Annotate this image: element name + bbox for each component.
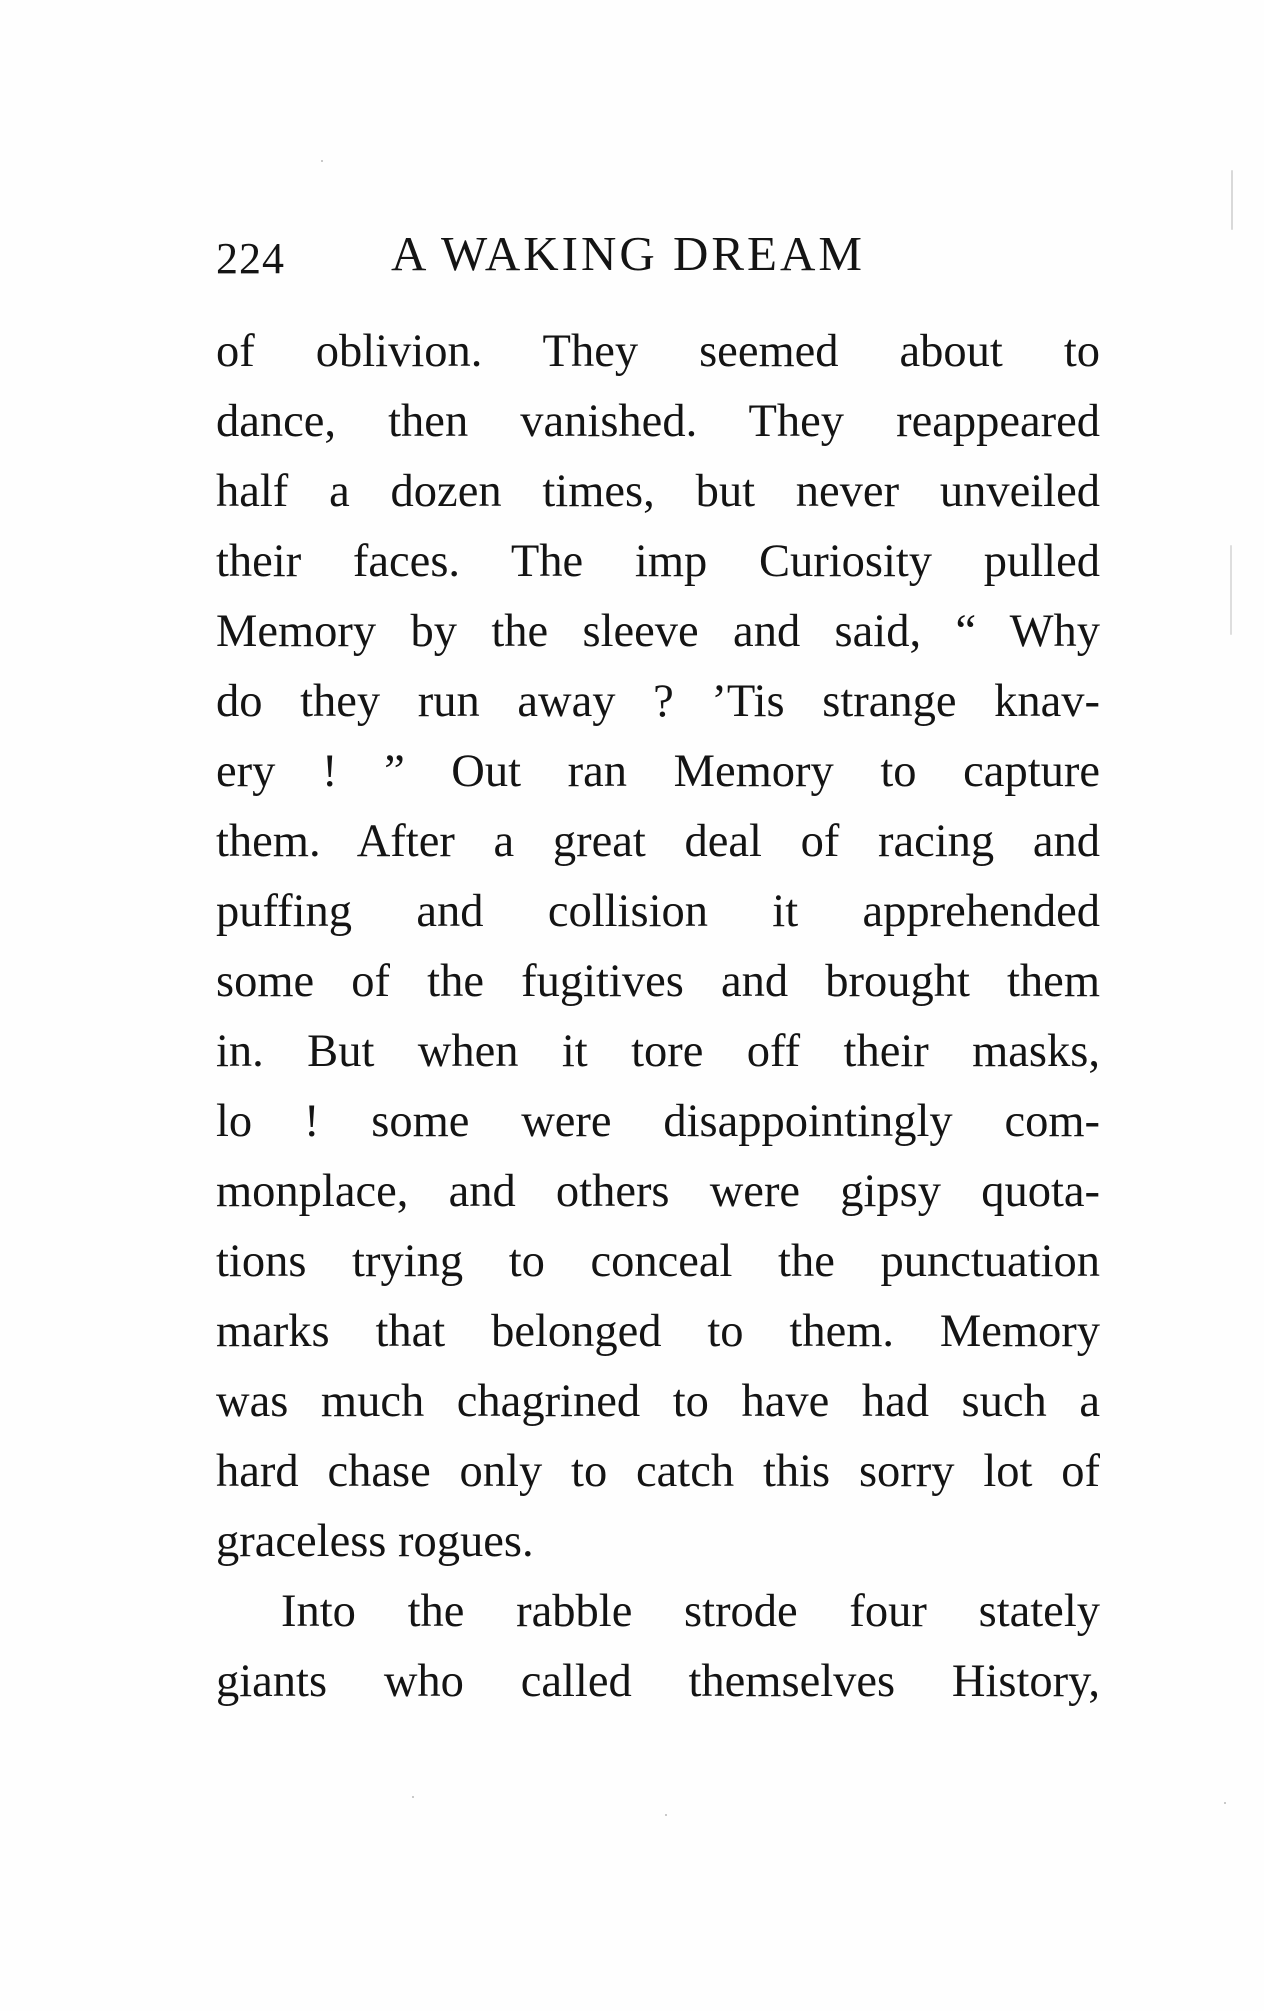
scan-speck [321, 160, 323, 162]
text-line: their faces. The imp Curiosity pulled [216, 536, 1100, 587]
text-line: tions trying to conceal the punctuation [216, 1236, 1100, 1287]
text-line: was much chagrined to have had such a [216, 1376, 1100, 1427]
text-line: them. After a great deal of racing and [216, 816, 1100, 867]
text-line: do they run away ? ’Tis strange knav- [216, 676, 1100, 727]
text-line: hard chase only to catch this sorry lot of [216, 1446, 1100, 1497]
scan-speck [1231, 170, 1233, 230]
scan-speck [665, 1814, 667, 1816]
text-line: lo ! some were disappointingly com- [216, 1096, 1100, 1147]
body-text [216, 317, 1100, 1717]
scan-speck [1230, 545, 1232, 635]
text-line: half a dozen times, but never unveiled [216, 466, 1100, 517]
running-title: A WAKING DREAM [391, 226, 865, 281]
page-number: 224 [216, 234, 285, 283]
text-line: some of the fugitives and brought them [216, 956, 1100, 1007]
scan-speck [1224, 1802, 1226, 1804]
text-line: in. But when it tore off their masks, [216, 1026, 1100, 1077]
text-line: ery ! ” Out ran Memory to capture [216, 746, 1100, 797]
paragraph-end-line: graceless rogues. [216, 1516, 534, 1567]
scan-speck [412, 1796, 414, 1798]
text-line: dance, then vanished. They reappeared [216, 396, 1100, 447]
text-line: puffing and collision it apprehended [216, 886, 1100, 937]
paragraph-start-line: Into the rabble strode four stately [281, 1586, 1100, 1637]
text-line: of oblivion. They seemed about to [216, 326, 1100, 377]
text-line: monplace, and others were gipsy quota- [216, 1166, 1100, 1217]
text-line: Memory by the sleeve and said, “ Why [216, 606, 1100, 657]
text-line: marks that belonged to them. Memory [216, 1306, 1100, 1357]
page-header [216, 225, 1116, 295]
text-line: giants who called themselves History, [216, 1656, 1100, 1707]
